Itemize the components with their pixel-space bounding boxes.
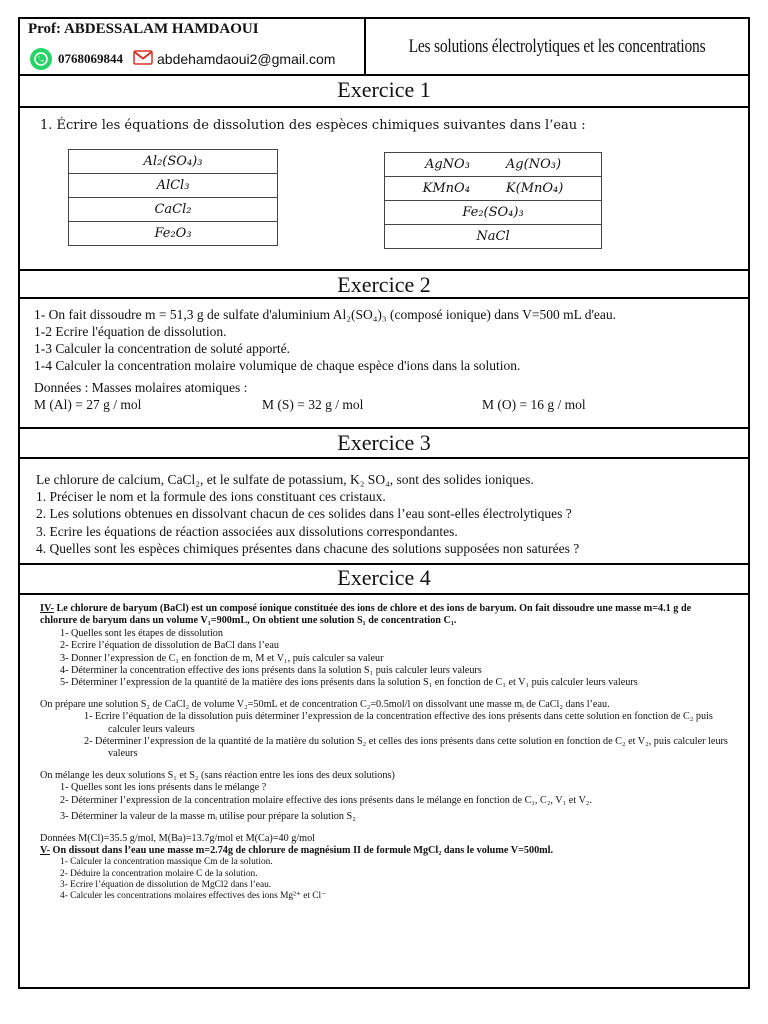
ex4-v-item: 3- Ecrire l’équation de dissolution de MgCl2 dans l’eau.: [60, 879, 272, 890]
ex2-statement: 1- On fait dissoudre m = 51,3 g de sulfate d'aluminium Al₂(SO₄)₃ (composé ionique) dans V=500 mL d'eau.: [34, 307, 616, 322]
compound-cell: Al₂(SO₄)₃: [69, 150, 278, 174]
ex2-data-label: Données : Masses molaires atomiques :: [34, 380, 248, 395]
divider: [20, 427, 748, 429]
ex4-mix-item: 1- Quelles sont les ions présents dans le mélange ?: [60, 782, 267, 794]
ex3-question: 1. Préciser le nom et la formule des ions constituant ces cristaux.: [36, 489, 386, 505]
ex2-question: 1-4 Calculer la concentration molaire volumique de chaque espèce d'ions dans la solution.: [34, 358, 521, 373]
exercise-1-title: Exercice 1: [337, 77, 431, 102]
ex4-v-item: 1- Calculer la concentration massique Cm de la solution.: [60, 857, 273, 868]
ex2-molar-masses: [34, 396, 734, 413]
compound-cell: CaCl₂: [69, 198, 278, 222]
ex3-question: 2. Les solutions obtenues en dissolvant chacun de ces solides dans l’eau sont-elles électrolytiques ?: [36, 506, 572, 522]
compound-cell: NaCl: [385, 225, 602, 249]
divider: [20, 297, 748, 299]
exercise-4-body: [40, 603, 730, 902]
left-compound-table: [68, 149, 278, 246]
document-page: [18, 17, 750, 989]
ex3-intro: Le chlorure de calcium, CaCl₂, et le sulfate de potassium, K₂ SO₄, sont des solides ioniques.: [36, 472, 534, 487]
compound-formula: KMnO₄: [422, 181, 470, 196]
ex4-data: Données M(Cl)=35.5 g/mol, M(Ba)=13.7g/mol et M(Ca)=40 g/mol: [40, 832, 316, 844]
email-address: abdehamdaoui2@gmail.com: [157, 51, 336, 67]
divider: [20, 269, 748, 271]
compound-formula: Ag(NO₃): [505, 157, 562, 172]
exercise-2-body: [34, 306, 734, 413]
ex4-iv-item: 4- Déterminer la concentration effective des ions présents dans la solution S₁ puis calculer leurs valeurs: [60, 665, 482, 677]
exercise-3-body: [36, 471, 736, 557]
compound-formula: AgNO₃: [424, 157, 470, 172]
ex4-iv-item: 1- Quelles sont les étapes de dissolution: [60, 627, 223, 639]
ex2-question: 1-3 Calculer la concentration de soluté apporté.: [34, 341, 291, 356]
contact-row: [30, 48, 335, 70]
compound-cell: [385, 153, 602, 177]
ex2-question: 1-2 Ecrire l'équation de dissolution.: [34, 324, 227, 339]
header: [20, 19, 748, 76]
document-title: Les solutions électrolytiques et les concentrations: [408, 35, 706, 57]
ex4-iv-item: 2- Ecrire l’équation de dissolution de BaCl dans l’eau: [60, 640, 279, 652]
ex4-v-item: 2- Déduire la concentration molaire C de la solution.: [60, 868, 258, 879]
compound-cell: [385, 177, 602, 201]
ex4-s2-intro: On prépare une solution S₂ de CaCl₂ de volume V₂=50mL et de concentration C₂=0.5mol/l on dissolvant une masse mᵢ de CaCl₂ dans l’eau.: [40, 698, 610, 710]
ex4-mix-item: 2- Déterminer l’expression de la concentration molaire effective des ions présents dans le mélange en fonction de C₁, C₂, V₁ et V₂.: [60, 794, 592, 806]
author-block: [20, 19, 366, 74]
ex4-iv-item: 3- Donner l’expression de C₁ en fonction de m, M et V₁, puis calculer sa valeur: [60, 652, 384, 664]
ex3-question: 4. Quelles sont les espèces chimiques présentes dans chacune des solutions supposées non saturées ?: [36, 540, 580, 556]
compound-cell: Fe₂O₃: [69, 222, 278, 246]
author-name: Prof: ABDESSALAM HAMDAOUI: [28, 21, 259, 37]
part-intro-text: On dissout dans l’eau une masse m=2.74g de chlorure de magnésium II de formule MgCl₂ dans le volume V=500ml.: [50, 844, 554, 856]
part-label: IV-: [40, 603, 54, 614]
compound-cell: AlCl₃: [69, 174, 278, 198]
divider: [20, 593, 748, 595]
phone-number: 0768069844: [58, 51, 123, 66]
molar-mass-al: M (Al) = 27 g / mol: [34, 397, 142, 412]
exercise-2-title: Exercice 2: [337, 272, 431, 297]
ex4-s2-item: 1- Ecrire l’équation de la dissolution puis déterminer l’expression de la concentration effective des ions présents dans cette solution en fonction de C₂ puis calculer leurs valeurs: [84, 711, 713, 735]
ex4-mix-intro: On mélange les deux solutions S₁ et S₂ (sans réaction entre les ions des deux solutions): [40, 769, 395, 781]
ex4-part-v-intro: [40, 845, 730, 857]
ex4-mix-item: 3- Déterminer la valeur de la masse mᵢ utilise pour prépare la solution S₂: [60, 811, 356, 823]
divider: [20, 106, 748, 108]
ex4-s2-item: 2- Déterminer l’expression de la quantité de la matière du solution S₂ et celles des ions présents dans cette solution en fonction de C₂ et V₂, puis calculer leurs valeurs: [84, 736, 728, 760]
part-intro-text: Le chlorure de baryum (BaCl) est un composé ionique constituée des ions de chlore et des ions de baryum. On fait dissoudre une masse m=4.1 g de chlorure de baryum dans un volume V₁=900mL, On obtient une solution S₁ de concentration C₁.: [40, 603, 692, 627]
divider: [20, 457, 748, 459]
exercise-3-title: Exercice 3: [337, 430, 431, 455]
right-compound-table: [384, 152, 602, 249]
exercise-4-title: Exercice 4: [337, 565, 431, 590]
exercise-1-question: 1. Écrire les équations de dissolution des espèces chimiques suivantes dans l’eau :: [40, 118, 586, 133]
compound-formula: K(MnO₄): [505, 181, 564, 196]
ex4-part-iv-intro: [40, 603, 730, 628]
ex3-question: 3. Ecrire les équations de réaction associées aux dissolutions correspondantes.: [36, 523, 458, 539]
molar-mass-s: M (S) = 32 g / mol: [262, 397, 364, 412]
part-label: V-: [40, 844, 50, 856]
gmail-icon: [133, 50, 153, 69]
whatsapp-icon: [30, 48, 52, 70]
ex4-iv-item: 5- Déterminer l’expression de la quantité de la matière des ions présents dans la solution S₁ en fonction de C₁ et V₁ puis calculer leurs valeurs: [60, 677, 638, 689]
molar-mass-o: M (O) = 16 g / mol: [482, 397, 586, 412]
ex4-v-item: 4- Calculer les concentrations molaires effectives des ions Mg²⁺ et Cl⁻: [60, 890, 327, 901]
compound-cell: Fe₂(SO₄)₃: [385, 201, 602, 225]
